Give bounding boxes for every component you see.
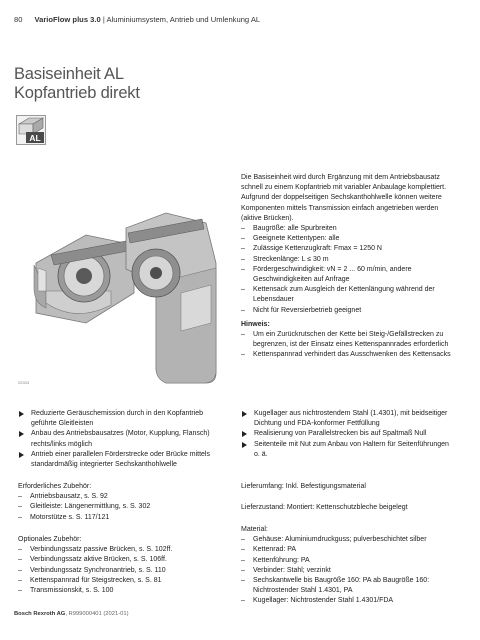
description-intro: Die Basiseinheit wird durch Ergänzung mit dem Antriebsbausatz schnell zu einem Kopfantrieb mit variabler Anbaulage komplettiert. (241, 174, 447, 192)
product-name: VarioFlow plus 3.0 (34, 15, 101, 24)
list-item: – Kettenführung: PA (241, 556, 453, 566)
list-item: – Gehäuse: Aluminiumdruckguss; pulverbeschichtet silber (241, 535, 453, 545)
list-item: – Geeignete Kettentypen: alle (241, 234, 453, 244)
list-item: – Nicht für Reversierbetrieb geeignet (241, 306, 453, 316)
hint-title: Hinweis: (241, 320, 270, 328)
list-item: Seitenteile mit Nut zum Anbau von Haltern für Seitenführungen o. ä. (241, 440, 453, 460)
description-intro-2: Aufgrund der doppelseitigen Sechskanthohlwelle können weitere Komponenten mittels Transmission einfach angetrieben werden (aktive Brücken). (241, 194, 442, 222)
list-item: Antrieb einer parallelen Förderstrecke oder Brücke mittels standardmäßig integrierter Sechskanthohlwelle (18, 450, 230, 470)
list-item: – Fördergeschwindigkeit: vN = 2 ... 60 m/min, andere Geschwindigkeiten auf Anfrage (241, 265, 453, 285)
list-item: – Kugellager: Nichtrostender Stahl 1.4301/FDA (241, 596, 453, 606)
list-item: – Baugröße: alle Spurbreiten (241, 224, 453, 234)
section-name: | Aluminiumsystem, Antrieb und Umlenkung AL (100, 15, 261, 24)
list-item: Reduzierte Geräuschemission durch in den Kopfantrieb geführte Gleitleisten (18, 409, 230, 429)
page-title (14, 65, 140, 103)
figure-id-tag: 25333 (18, 380, 30, 385)
material-block (241, 525, 453, 607)
list-item: – Kettensack zum Ausgleich der Kettenlängung während der Lebensdauer (241, 285, 453, 305)
title-line-1: Basiseinheit AL (14, 65, 124, 83)
delivery-state: Lieferzustand: Montiert: Kettenschutzbleche beigelegt (241, 504, 408, 511)
list-item: – Kettenrad: PA (241, 545, 453, 555)
list-item: – Zulässige Kettenzugkraft: Fmax = 1250 N (241, 244, 453, 254)
material-title: Material: (241, 526, 268, 533)
list-item: Anbau des Antriebsbausatzes (Motor, Kupplung, Flansch) rechts/links möglich (18, 429, 230, 449)
optional-accessories (18, 535, 230, 596)
spec-list (241, 224, 453, 316)
drive-unit-left-image (34, 235, 134, 323)
drive-unit-right-image (126, 213, 216, 383)
optional-title: Optionales Zubehör: (18, 536, 82, 543)
hint-list (241, 330, 453, 361)
running-header (14, 15, 260, 24)
list-item: – Verbindungssatz aktive Brücken, s. S. 106ff. (18, 555, 230, 565)
aluminium-profile-icon (16, 115, 46, 145)
features-right (241, 409, 453, 460)
title-line-2: Kopfantrieb direkt (14, 84, 140, 102)
page-number: 80 (14, 15, 23, 24)
footer-company: Bosch Rexroth AG (14, 611, 66, 617)
list-item: – Gleitleiste: Längenermittlung, s. S. 302 (18, 502, 230, 512)
badge-label: AL (29, 133, 41, 143)
product-image (16, 173, 230, 388)
list-item: – Verbindungssatz passive Brücken, s. S. 102ff. (18, 545, 230, 555)
delivery-scope: Lieferumfang: Inkl. Befestigungsmaterial (241, 483, 366, 490)
list-item: Realisierung von Parallelstrecken bis auf Spaltmaß Null (241, 429, 453, 439)
list-item: – Kettenspannrad verhindert das Ausschwenken des Kettensacks (241, 350, 453, 360)
list-item: – Um ein Zurückrutschen der Kette bei Steig-/Gefällstrecken zu begrenzen, ist der Einsatz eines Kettenspannrades erforderlich (241, 330, 453, 350)
list-item: – Transmissionskit, s. S. 100 (18, 586, 230, 596)
required-accessories (18, 482, 230, 523)
list-item: – Antriebsbausatz, s. S. 92 (18, 492, 230, 502)
list-item: – Verbindungssatz Synchronantrieb, s. S. 110 (18, 566, 230, 576)
list-item: – Sechskantwelle bis Baugröße 160: PA ab Baugröße 160: Nichtrostender Stahl 1.4301, PA (241, 576, 453, 596)
footer-doc-number: , R999000401 (2021-01) (65, 611, 129, 617)
required-title: Erforderliches Zubehör: (18, 483, 92, 490)
list-item: Kugellager aus nichtrostendem Stahl (1.4301), mit beidseitiger Dichtung und FDA-konformer Fettfüllung (241, 409, 453, 429)
list-item: – Kettenspannrad für Steigstrecken, s. S. 81 (18, 576, 230, 586)
description-block (241, 173, 453, 361)
list-item: – Streckenlänge: L ≤ 30 m (241, 255, 453, 265)
page-footer (14, 611, 129, 617)
list-item: – Verbinder: Stahl; verzinkt (241, 566, 453, 576)
features-left (18, 409, 230, 470)
list-item: – Motorstütze s. S. 117/121 (18, 513, 230, 523)
